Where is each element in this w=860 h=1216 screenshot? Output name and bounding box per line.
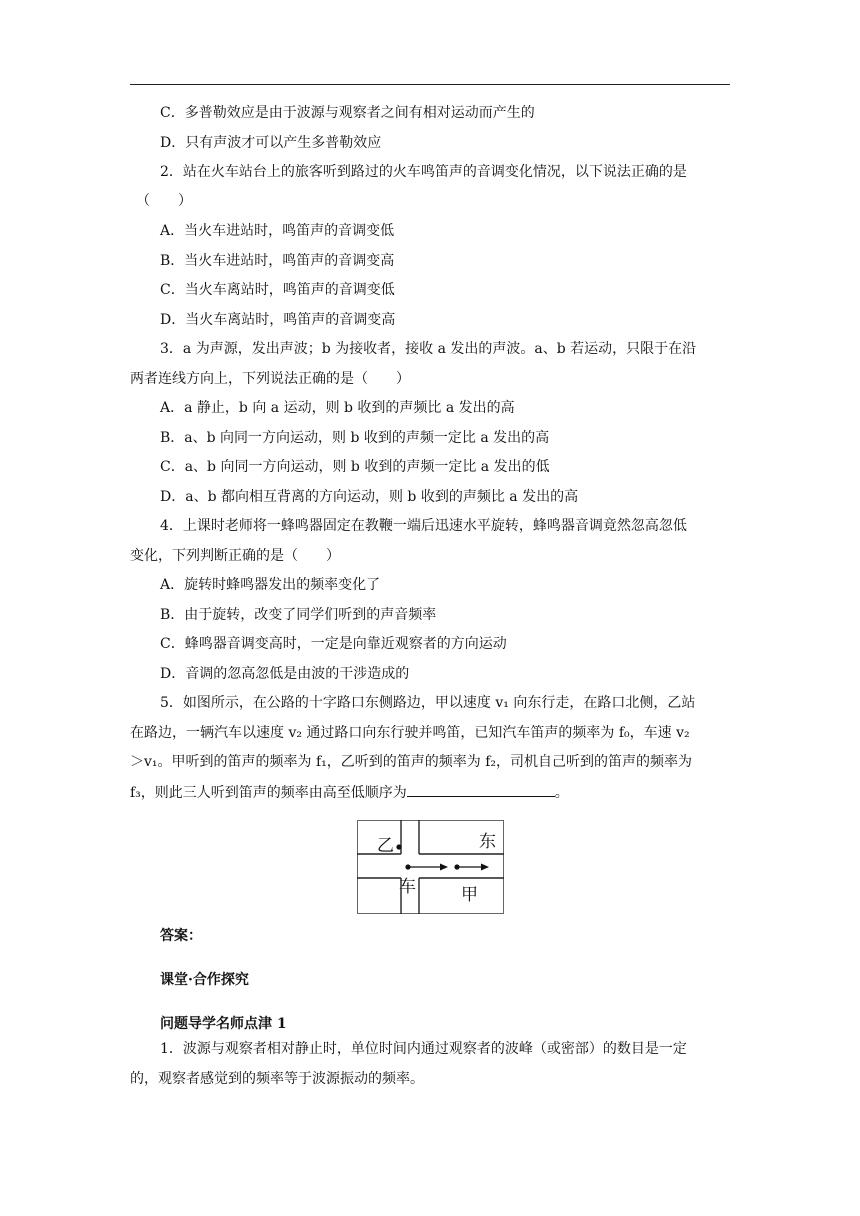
q1-option-d: D．只有声波才可以产生多普勒效应 <box>160 135 382 151</box>
answer-blank[interactable] <box>407 782 555 797</box>
intersection-figure <box>357 820 504 914</box>
subsection-title: 问题导学名师点津 1 <box>160 1016 287 1032</box>
label-dong: 东 <box>479 832 496 852</box>
q2-stem-line2: （ ） <box>136 193 192 209</box>
q3-stem-line1: 3．a 为声源，发出声波；b 为接收者，接收 a 发出的声波。a、b 若运动，只限于在沿 <box>160 341 697 357</box>
point1-line1: 1．波源与观察者相对静止时，单位时间内通过观察者的波峰（或密部）的数目是一定 <box>160 1041 687 1057</box>
q4-option-a: A．旋转时蜂鸣器发出的频率变化了 <box>160 577 381 593</box>
q3-option-d: D．a、b 都向相互背离的方向运动，则 b 收到的声频比 a 发出的高 <box>160 489 579 505</box>
header-rule <box>130 84 730 85</box>
label-yi: 乙 <box>377 836 394 856</box>
label-che: 车 <box>399 877 416 897</box>
q2-stem-line1: 2．站在火车站台上的旅客听到路过的火车鸣笛声的音调变化情况，以下说法正确的是 <box>160 164 687 180</box>
q4-stem-line2: 变化，下列判断正确的是（ ） <box>130 548 340 564</box>
q2-option-c: C．当火车离站时，鸣笛声的音调变低 <box>160 282 395 298</box>
q5-stem-line2: 在路边，一辆汽车以速度 v₂ 通过路口向东行驶并鸣笛，已知汽车笛声的频率为 f₀，车速 v₂ <box>130 725 690 741</box>
q5-stem-line4-end: 。 <box>554 785 569 801</box>
answer-label: 答案： <box>160 928 202 944</box>
q5-stem-line4-text: f₃，则此三人听到笛声的频率由高至低顺序为 <box>130 785 407 801</box>
car-arrowhead <box>440 864 448 871</box>
jia-arrowhead <box>481 864 489 871</box>
observer-yi-dot <box>396 844 401 849</box>
q5-stem-line3: ＞v₁。甲听到的笛声的频率为 f₁，乙听到的笛声的频率为 f₂，司机自己听到的笛声的频率为 <box>130 754 693 770</box>
q3-option-a: A．a 静止，b 向 a 运动，则 b 收到的声频比 a 发出的高 <box>160 400 515 416</box>
q3-stem-line2: 两者连线方向上，下列说法正确的是（ ） <box>130 371 410 387</box>
q2-option-a: A．当火车进站时，鸣笛声的音调变低 <box>160 223 395 239</box>
q2-option-d: D．当火车离站时，鸣笛声的音调变高 <box>160 312 396 328</box>
point1-line2: 的，观察者感觉到的频率等于波源振动的频率。 <box>130 1071 424 1087</box>
section-title: 课堂·合作探究 <box>160 972 249 988</box>
label-jia: 甲 <box>461 885 478 905</box>
q4-option-c: C．蜂鸣器音调变高时，一定是向靠近观察者的方向运动 <box>160 636 507 652</box>
q3-option-c: C．a、b 向同一方向运动，则 b 收到的声频一定比 a 发出的低 <box>160 459 550 475</box>
q1-option-c: C．多普勒效应是由于波源与观察者之间有相对运动而产生的 <box>160 105 535 121</box>
q5-stem-line1: 5．如图所示，在公路的十字路口东侧路边，甲以速度 v₁ 向东行走，在路口北侧，乙站 <box>160 695 696 711</box>
q5-stem-line4 <box>130 782 569 803</box>
q3-option-b: B．a、b 向同一方向运动，则 b 收到的声频一定比 a 发出的高 <box>160 430 550 446</box>
q4-stem-line1: 4．上课时老师将一蜂鸣器固定在教鞭一端后迅速水平旋转，蜂鸣器音调竟然忽高忽低 <box>160 518 687 534</box>
q2-option-b: B．当火车进站时，鸣笛声的音调变高 <box>160 253 395 269</box>
q4-option-d: D．音调的忽高忽低是由波的干涉造成的 <box>160 666 410 682</box>
q4-option-b: B．由于旋转，改变了同学们听到的声音频率 <box>160 607 437 623</box>
